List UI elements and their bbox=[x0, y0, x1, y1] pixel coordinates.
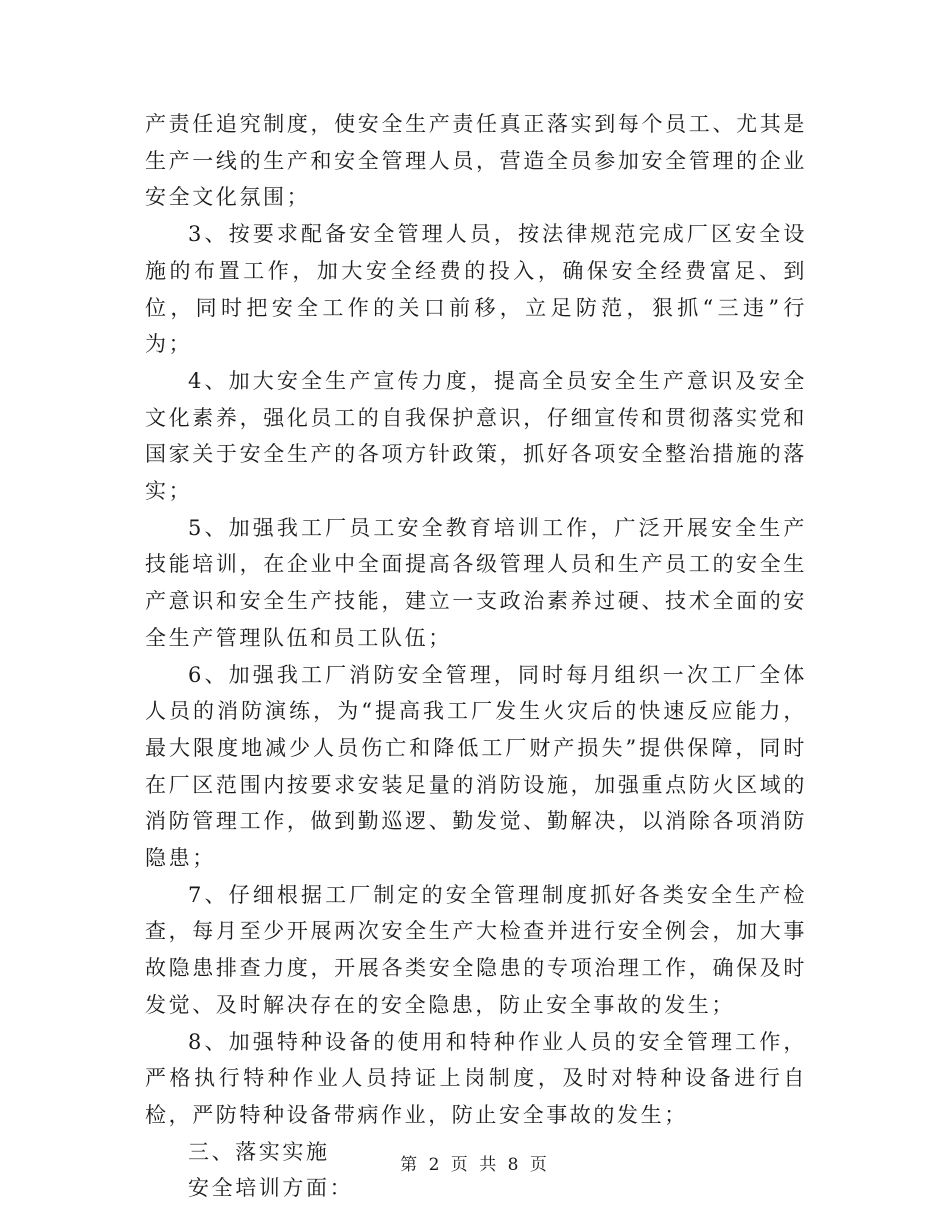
subsection-heading: 安全培训方面： bbox=[188, 1176, 354, 1201]
document-body bbox=[145, 106, 807, 1207]
page-number-footer: 第 2 页 共 8 页 bbox=[400, 1155, 550, 1175]
paragraph-item-5: 5、加强我工厂员工安全教育培训工作，广泛开展安全生产技能培训，在企业中全面提高各级管理人员和生产员工的安全生产意识和安全生产技能，建立一支政治素养过硬、技术全面的安全生产管理队伍和员工队伍； bbox=[145, 515, 807, 650]
section-heading: 三、落实实施 bbox=[188, 1139, 330, 1164]
paragraph-item-7: 7、仔细根据工厂制定的安全管理制度抓好各类安全生产检查，每月至少开展两次安全生产大检查并进行安全例会，加大事故隐患排查力度，开展各类安全隐患的专项治理工作，确保及时发觉、及时解决存在的安全隐患，防止安全事故的发生； bbox=[145, 882, 807, 1017]
paragraph-item-8: 8、加强特种设备的使用和特种作业人员的安全管理工作，严格执行特种作业人员持证上岗制度，及时对特种设备进行自检，严防特种设备带病作业，防止安全事故的发生； bbox=[145, 1029, 807, 1127]
paragraph-item-6: 6、加强我工厂消防安全管理，同时每月组织一次工厂全体人员的消防演练，为“提高我工厂发生火灾后的快速反应能力，最大限度地减少人员伤亡和降低工厂财产损失”提供保障，同时在厂区范围内按要求安装足量的消防设施，加强重点防火区域的消防管理工作，做到勤巡逻、勤发觉、勤解决，以消除各项消防隐患； bbox=[145, 662, 807, 871]
paragraph-item-4: 4、加大安全生产宣传力度，提高全员安全生产意识及安全文化素养，强化员工的自我保护意识，仔细宣传和贯彻落实党和国家关于安全生产的各项方针政策，抓好各项安全整治措施的落实； bbox=[145, 368, 807, 504]
paragraph-continuation: 产责任追究制度，使安全生产责任真正落实到每个员工、尤其是生产一线的生产和安全管理人员，营造全员参加安全管理的企业安全文化氛围； bbox=[145, 112, 807, 210]
paragraph-item-3: 3、按要求配备安全管理人员，按法律规范完成厂区安全设施的布置工作，加大安全经费的投入，确保安全经费富足、到位，同时把安全工作的关口前移，立足防范，狠抓“三违”行为； bbox=[145, 222, 807, 357]
